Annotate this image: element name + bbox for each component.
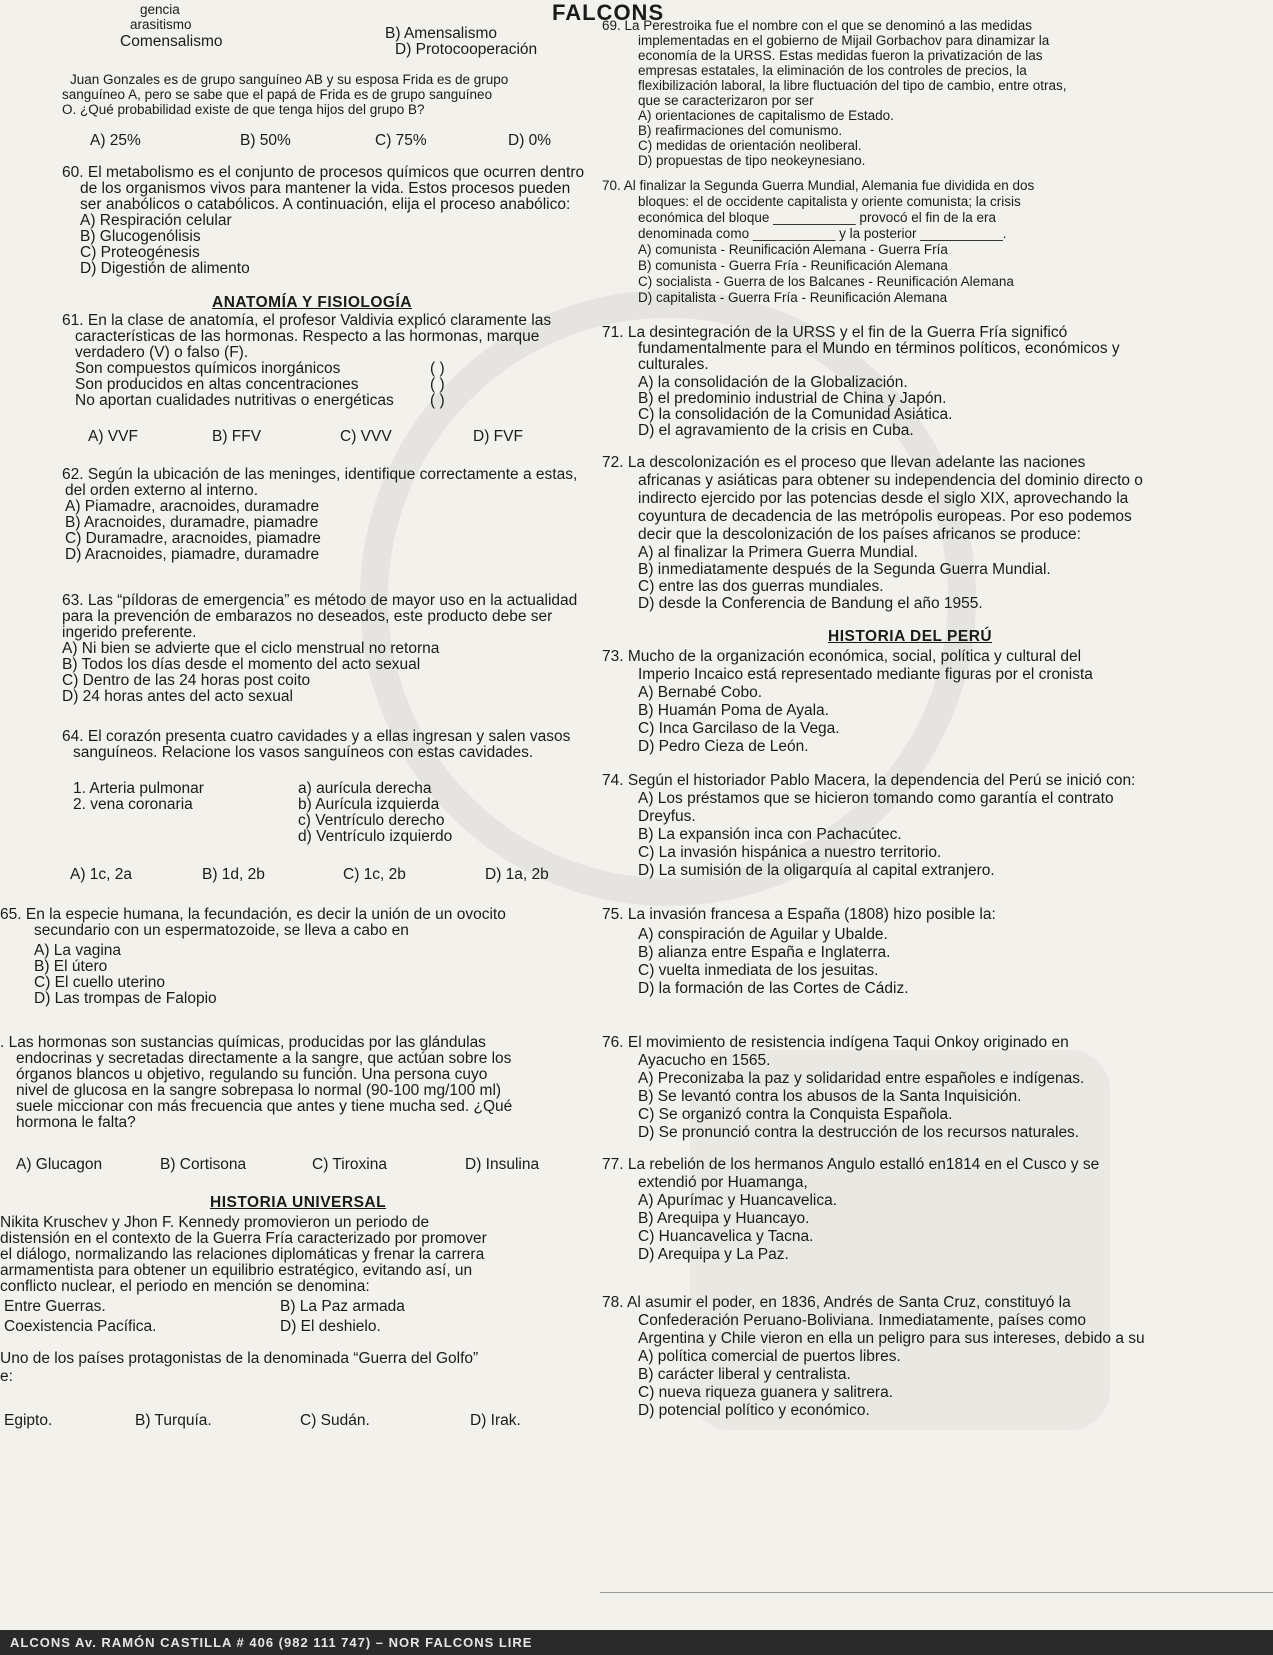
question-text: extendió por Huamanga, xyxy=(638,1174,808,1191)
section-heading: ANATOMÍA Y FISIOLOGÍA xyxy=(212,294,412,311)
question-text: suele miccionar con más frecuencia que antes y tiene mucha sed. ¿Qué xyxy=(16,1098,513,1115)
option: B) carácter liberal y centralista. xyxy=(638,1366,851,1383)
option: D) 0% xyxy=(508,132,552,149)
option: B) La Paz armada xyxy=(280,1298,405,1315)
question-text: nivel de glucosa en la sangre sobrepasa lo normal (90-100 mg/100 ml) xyxy=(16,1082,502,1099)
question-text: hormona le falta? xyxy=(16,1114,136,1131)
question-text: 62. Según la ubicación de las meninges, identifique correctamente a estas, xyxy=(62,466,578,483)
question-text: sanguíneo A, pero se sabe que el papá de Frida es de grupo sanguíneo xyxy=(62,87,493,102)
question-text: flexibilización laboral, la libre fluctuación del tipo de cambio, entre otras, xyxy=(638,78,1067,93)
question-text: ser anabólicos o catabólicos. A continuación, elija el proceso anabólico: xyxy=(80,196,571,213)
question-text: africanas y asiáticas para obtener su independencia del dominio directo o xyxy=(638,472,1143,489)
option: B) reafirmaciones del comunismo. xyxy=(638,123,843,138)
question-text: Dreyfus. xyxy=(638,808,696,825)
option: D) Insulina xyxy=(465,1156,540,1173)
option: B) Se levantó contra los abusos de la Santa Inquisición. xyxy=(638,1088,1022,1105)
option: C) 75% xyxy=(375,132,427,149)
option: C) Se organizó contra la Conquista Española. xyxy=(638,1106,953,1123)
question-text: sanguíneos. Relacione los vasos sanguíneos con estas cavidades. xyxy=(73,744,534,761)
question-text: indirecto ejercido por las potencias desde el siglo XIX, aprovechando la xyxy=(638,490,1129,507)
option: B) Aracnoides, duramadre, piamadre xyxy=(65,514,319,531)
option: A) Glucagon xyxy=(16,1156,103,1173)
option: B) 1d, 2b xyxy=(202,866,265,883)
option: D) La sumisión de la oligarquía al capital extranjero. xyxy=(638,862,995,879)
divider xyxy=(600,1592,1273,1593)
match-item: 1. Arteria pulmonar xyxy=(73,780,204,797)
question-text: 72. La descolonización es el proceso que llevan adelante las naciones xyxy=(602,454,1086,471)
question-text: características de las hormonas. Respecto a las hormonas, marque xyxy=(75,328,540,345)
option: B) comunista - Guerra Fría - Reunificación Alemana xyxy=(638,258,948,273)
option: D) Irak. xyxy=(470,1412,521,1429)
question-text: 73. Mucho de la organización económica, social, política y cultural del xyxy=(602,648,1082,665)
option: C) Sudán. xyxy=(300,1412,370,1429)
option: Coexistencia Pacífica. xyxy=(4,1318,157,1335)
option: B) Turquía. xyxy=(135,1412,212,1429)
option: C) El cuello uterino xyxy=(34,974,165,991)
option: B) El útero xyxy=(34,958,108,975)
option: C) socialista - Guerra de los Balcanes - Reunificación Alemana xyxy=(638,274,1014,289)
question-text: . Las hormonas son sustancias químicas, producidas por las glándulas xyxy=(0,1034,486,1051)
question-text: distensión en el contexto de la Guerra Fría caracterizado por promover xyxy=(0,1230,487,1247)
question-text: Confederación Peruano-Boliviana. Inmediatamente, países como xyxy=(638,1312,1087,1329)
option: A) VVF xyxy=(88,428,138,445)
option: D) potencial político y económico. xyxy=(638,1402,870,1419)
question-text: armamentista para obtener un equilibrio estratégico, evitando así, un xyxy=(0,1262,473,1279)
question-text: 70. Al finalizar la Segunda Guerra Mundial, Alemania fue dividida en dos xyxy=(602,178,1035,193)
option: C) La invasión hispánica a nuestro territorio. xyxy=(638,844,942,861)
question-text: e: xyxy=(0,1368,13,1385)
option: A) Apurímac y Huancavelica. xyxy=(638,1192,838,1209)
question-text: ingerido preferente. xyxy=(62,624,197,641)
option: A) Bernabé Cobo. xyxy=(638,684,763,701)
option: C) Tiroxina xyxy=(312,1156,387,1173)
option: A) política comercial de puertos libres. xyxy=(638,1348,901,1365)
question-text: 76. El movimiento de resistencia indígena Taqui Onkoy originado en xyxy=(602,1034,1069,1051)
question-text: Imperio Incaico está representado mediante figuras por el cronista xyxy=(638,666,1093,683)
question-text: 63. Las “píldoras de emergencia” es método de mayor uso en la actualidad xyxy=(62,592,578,609)
question-text: conflicto nuclear, el periodo en mención se denomina: xyxy=(0,1278,370,1295)
question-text: Ayacucho en 1565. xyxy=(638,1052,771,1069)
match-item: a) aurícula derecha xyxy=(298,780,432,797)
option: B) Amensalismo xyxy=(385,25,497,42)
question-text: coyuntura de decadencia de las metrópolis europeas. Por eso podemos xyxy=(638,508,1132,525)
option: B) La expansión inca con Pachacútec. xyxy=(638,826,902,843)
section-heading: HISTORIA DEL PERÚ xyxy=(828,628,993,645)
question-text: 75. La invasión francesa a España (1808) hizo posible la: xyxy=(602,906,996,923)
option: A) al finalizar la Primera Guerra Mundial. xyxy=(638,544,918,561)
question-text: O. ¿Qué probabilidad existe de que tenga hijos del grupo B? xyxy=(62,102,425,117)
statement: No aportan cualidades nutritivas o energéticas xyxy=(75,392,394,409)
section-heading: HISTORIA UNIVERSAL xyxy=(210,1194,387,1211)
option: A) la consolidación de la Globalización. xyxy=(638,374,908,391)
question-text: Argentina y Chile vieron en ella un peligro para sus intereses, debido a su xyxy=(638,1330,1145,1347)
match-item: d) Ventrículo izquierdo xyxy=(298,828,453,845)
question-text: A) Los préstamos que se hicieron tomando como garantía el contrato xyxy=(638,790,1114,807)
question-text: 64. El corazón presenta cuatro cavidades y a ellas ingresan y salen vasos xyxy=(62,728,571,745)
option: C) Huancavelica y Tacna. xyxy=(638,1228,814,1245)
option: B) inmediatamente después de la Segunda Guerra Mundial. xyxy=(638,561,1051,578)
question-text: economía de la URSS. Estas medidas fueron la privatización de las xyxy=(638,48,1043,63)
question-text: 69. La Perestroika fue el nombre con el que se denominó a las medidas xyxy=(602,18,1033,33)
question-text: 60. El metabolismo es el conjunto de procesos químicos que ocurren dentro xyxy=(62,164,585,181)
question-text: Uno de los países protagonistas de la denominada “Guerra del Golfo” xyxy=(0,1350,479,1367)
answer-paren: ( ) xyxy=(430,392,445,409)
question-text: económica del bloque ___________ provocó el fin de la era xyxy=(638,210,997,225)
question-text: empresas estatales, la eliminación de los controles de precios, la xyxy=(638,63,1027,78)
option: A) conspiración de Aguilar y Ubalde. xyxy=(638,926,888,943)
option: B) alianza entre España e Inglaterra. xyxy=(638,944,891,961)
question-text: del orden externo al interno. xyxy=(65,482,259,499)
option: D) desde la Conferencia de Bandung el año 1955. xyxy=(638,595,983,612)
option: A) 1c, 2a xyxy=(70,866,133,883)
answer-paren: ( ) xyxy=(430,376,445,393)
option: B) FFV xyxy=(212,428,262,445)
question-text: 74. Según el historiador Pablo Macera, la dependencia del Perú se inició con: xyxy=(602,772,1136,789)
option: B) Cortisona xyxy=(160,1156,247,1173)
option: D) la formación de las Cortes de Cádiz. xyxy=(638,980,909,997)
option: B) Huamán Poma de Ayala. xyxy=(638,702,829,719)
option: D) propuestas de tipo neokeynesiano. xyxy=(638,153,866,168)
option: B) el predominio industrial de China y Japón. xyxy=(638,390,947,407)
option: C) VVV xyxy=(340,428,392,445)
option: D) FVF xyxy=(473,428,523,445)
option: Comensalismo xyxy=(120,33,223,50)
question-text: decir que la descolonización de los países africanos se produce: xyxy=(638,526,1081,543)
answer-paren: ( ) xyxy=(430,360,445,377)
option: C) Proteogénesis xyxy=(80,244,200,261)
option: B) Todos los días desde el momento del acto sexual xyxy=(62,656,421,673)
option: D) Arequipa y La Paz. xyxy=(638,1246,789,1263)
option: Entre Guerras. xyxy=(4,1298,106,1315)
match-item: b) Aurícula izquierda xyxy=(298,796,440,813)
question-text: bloques: el de occidente capitalista y oriente comunista; la crisis xyxy=(638,194,1021,209)
option: A) comunista - Reunificación Alemana - Guerra Fría xyxy=(638,242,948,257)
option: C) vuelta inmediata de los jesuitas. xyxy=(638,962,879,979)
question-text: 61. En la clase de anatomía, el profesor Valdivia explicó claramente las xyxy=(62,312,552,329)
option: D) Pedro Cieza de León. xyxy=(638,738,809,755)
option: A) Piamadre, aracnoides, duramadre xyxy=(65,498,320,515)
match-item: 2. vena coronaria xyxy=(73,796,193,813)
option: D) 24 horas antes del acto sexual xyxy=(62,688,293,705)
option: D) 1a, 2b xyxy=(485,866,549,883)
option: A) Respiración celular xyxy=(80,212,232,229)
option: C) Duramadre, aracnoides, piamadre xyxy=(65,530,321,547)
question-text: Juan Gonzales es de grupo sanguíneo AB y su esposa Frida es de grupo xyxy=(70,72,509,87)
option: A) La vagina xyxy=(34,942,122,959)
question-text: órganos blancos u objetivo, regulando su función. Una persona cuyo xyxy=(16,1066,488,1083)
question-text: culturales. xyxy=(638,356,709,373)
option: A) 25% xyxy=(90,132,141,149)
question-text: el diálogo, normalizando las relaciones diplomáticas y frenar la carrera xyxy=(0,1246,485,1263)
question-text: secundario con un espermatozoide, se lleva a cabo en xyxy=(34,922,409,939)
statement: Son producidos en altas concentraciones xyxy=(75,376,359,393)
option: D) Protocooperación xyxy=(395,41,538,58)
statement: Son compuestos químicos inorgánicos xyxy=(75,360,341,377)
option: A) Preconizaba la paz y solidaridad entre españoles e indígenas. xyxy=(638,1070,1085,1087)
option: C) Dentro de las 24 horas post coito xyxy=(62,672,311,689)
option: D) capitalista - Guerra Fría - Reunificación Alemana xyxy=(638,290,948,305)
option: D) El deshielo. xyxy=(280,1318,381,1335)
question-text: fundamentalmente para el Mundo en términos políticos, económicos y xyxy=(638,340,1120,357)
option: B) 50% xyxy=(240,132,291,149)
option: D) Digestión de alimento xyxy=(80,260,250,277)
question-text: 71. La desintegración de la URSS y el fin de la Guerra Fría significó xyxy=(602,324,1068,341)
option: B) Glucogenólisis xyxy=(80,228,201,245)
brand-logo: FALCONS xyxy=(552,0,665,25)
footer-bar: ALCONS Av. RAMÓN CASTILLA # 406 (982 111 747) – NOR FALCONS LIRE xyxy=(0,1630,1273,1655)
question-text: 77. La rebelión de los hermanos Angulo estalló en1814 en el Cusco y se xyxy=(602,1156,1100,1173)
option: C) nueva riqueza guanera y salitrera. xyxy=(638,1384,894,1401)
option: D) el agravamiento de la crisis en Cuba. xyxy=(638,422,914,439)
question-text: 78. Al asumir el poder, en 1836, Andrés de Santa Cruz, constituyó la xyxy=(602,1294,1071,1311)
option: D) Aracnoides, piamadre, duramadre xyxy=(65,546,320,563)
option: C) 1c, 2b xyxy=(343,866,406,883)
option: C) Inca Garcilaso de la Vega. xyxy=(638,720,840,737)
option: C) entre las dos guerras mundiales. xyxy=(638,578,884,595)
text-line: gencia xyxy=(140,2,180,17)
question-text: endocrinas y secretadas directamente a la sangre, que actúan sobre los xyxy=(16,1050,512,1067)
question-text: denominada como ___________ y la posterior ___________. xyxy=(638,226,1007,241)
question-text: 65. En la especie humana, la fecundación, es decir la unión de un ovocito xyxy=(0,906,506,923)
option: Egipto. xyxy=(4,1412,53,1429)
question-text: que se caracterizaron por ser xyxy=(638,93,814,108)
question-text: Nikita Kruschev y Jhon F. Kennedy promovieron un periodo de xyxy=(0,1214,430,1231)
text-line: arasitismo xyxy=(130,17,192,32)
question-text: para la prevención de embarazos no deseados, este producto debe ser xyxy=(62,608,553,625)
option: A) orientaciones de capitalismo de Estado. xyxy=(638,108,894,123)
option: C) medidas de orientación neoliberal. xyxy=(638,138,862,153)
question-text: implementadas en el gobierno de Mijail Gorbachov para dinamizar la xyxy=(638,33,1050,48)
option: D) Las trompas de Falopio xyxy=(34,990,217,1007)
question-text: de los organismos vivos para mantener la vida. Estos procesos pueden xyxy=(80,180,571,197)
option: A) Ni bien se advierte que el ciclo menstrual no retorna xyxy=(62,640,440,657)
match-item: c) Ventrículo derecho xyxy=(298,812,445,829)
option: D) Se pronunció contra la destrucción de los recursos naturales. xyxy=(638,1124,1080,1141)
option: C) la consolidación de la Comunidad Asiática. xyxy=(638,406,953,423)
option: B) Arequipa y Huancayo. xyxy=(638,1210,810,1227)
question-text: verdadero (V) o falso (F). xyxy=(75,344,249,361)
